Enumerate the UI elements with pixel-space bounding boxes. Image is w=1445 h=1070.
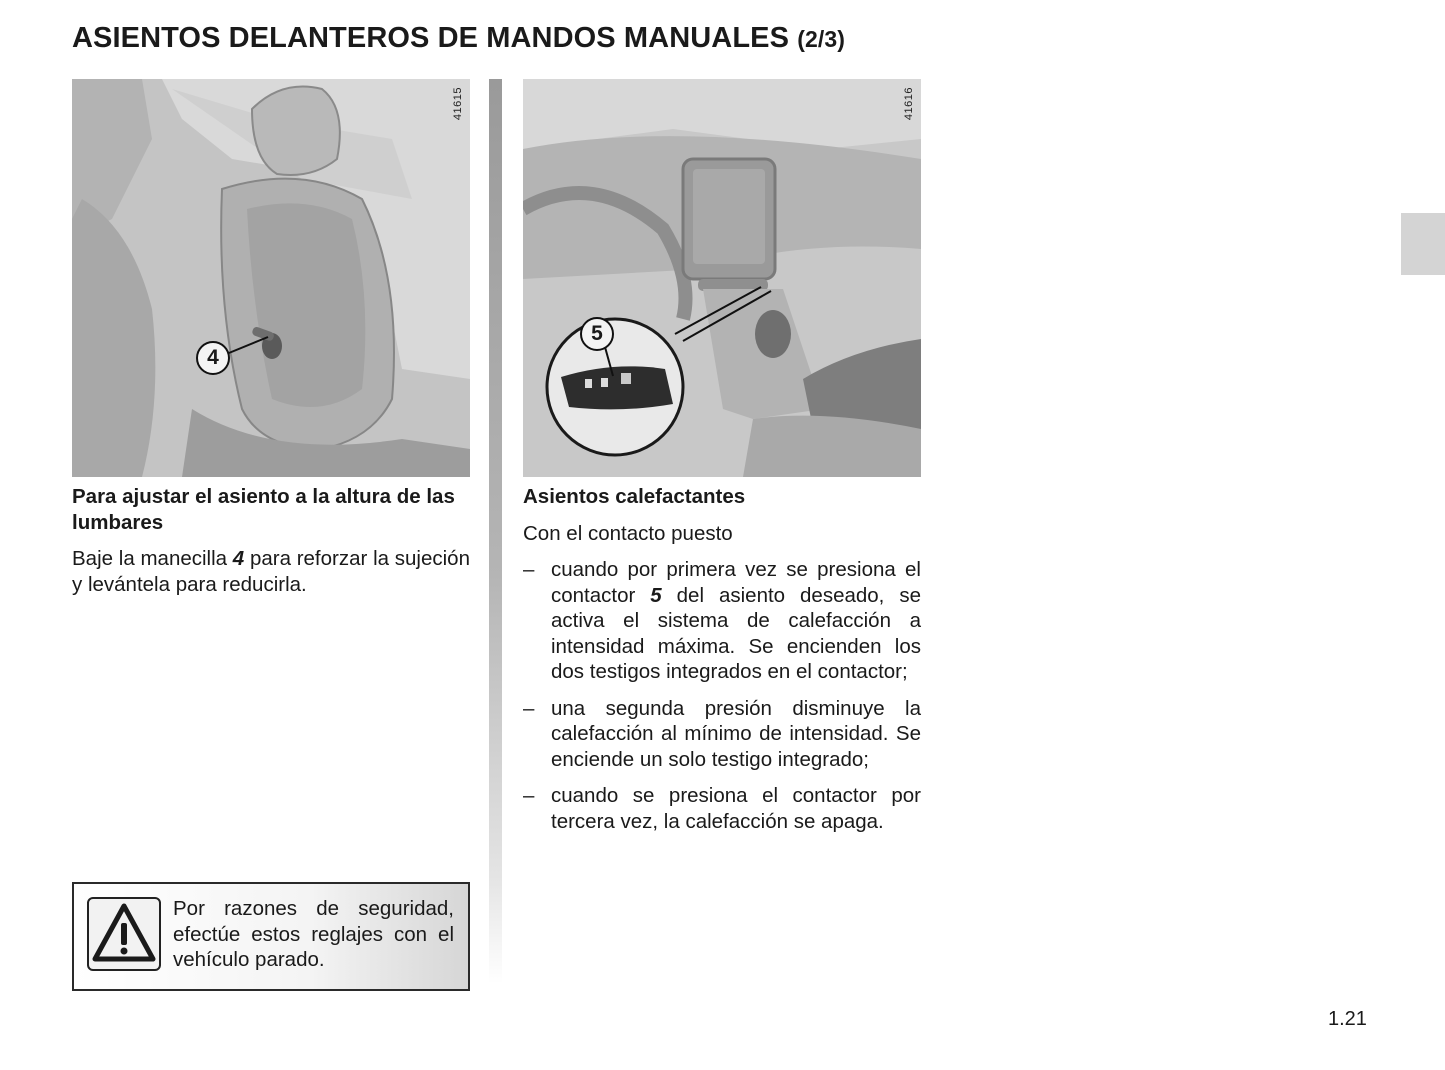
- figure-number: 41616: [903, 87, 915, 121]
- list-item-text: cuando se presiona el contactor por tercera vez, la calefacción se apaga.: [551, 784, 921, 833]
- list-dash: –: [523, 784, 535, 807]
- page-number: 1.21: [1328, 1008, 1367, 1030]
- heating-steps-list: [523, 557, 921, 845]
- list-dash: –: [523, 558, 535, 581]
- section-side-tab: [1401, 213, 1445, 275]
- list-item: [523, 783, 921, 834]
- figure-number: 41615: [452, 87, 464, 121]
- warning-triangle-icon: [87, 897, 161, 971]
- seat-lumbar-illustration: [72, 79, 470, 477]
- list-item-text: cuando por primera vez se presiona el contactor: [551, 558, 921, 607]
- left-paragraph: [72, 546, 470, 597]
- title-suffix: (2/3): [797, 26, 846, 52]
- right-subheading: Asientos calefactantes: [523, 485, 746, 508]
- paragraph-text: Baje la manecilla: [72, 547, 233, 570]
- list-dash: –: [523, 696, 535, 720]
- paragraph-emphasis: 4: [232, 547, 245, 570]
- callout-4: 4: [196, 341, 230, 375]
- dashboard-heated-seat-illustration: [523, 79, 921, 477]
- list-item-text: una segunda presión disminuye la calefacción al mínimo de intensidad. Se enciende un solo testigo integrado;: [551, 696, 921, 771]
- safety-warning-box: [72, 882, 470, 991]
- column-divider: [489, 79, 502, 984]
- list-item-emphasis: 5: [650, 583, 662, 607]
- title-main: ASIENTOS DELANTEROS DE MANDOS MANUALES: [72, 22, 790, 54]
- page-title: [72, 22, 845, 55]
- right-intro: Con el contacto puesto: [523, 522, 733, 545]
- list-item-text-end: del asiento deseado, se activa el sistema de calefacción a intensidad máxima. Se encienden los dos testigos integrados en el contactor;: [551, 583, 921, 683]
- list-item: [523, 696, 921, 773]
- left-subheading: Para ajustar el asiento a la altura de las lumbares: [72, 485, 455, 534]
- list-item: [523, 557, 921, 685]
- callout-5: 5: [580, 317, 614, 351]
- paragraph-text-end: para reforzar la sujeción y levántela para reducirla.: [72, 547, 470, 596]
- warning-text: Por razones de seguridad, efectúe estos reglajes con el vehículo parado.: [173, 897, 454, 971]
